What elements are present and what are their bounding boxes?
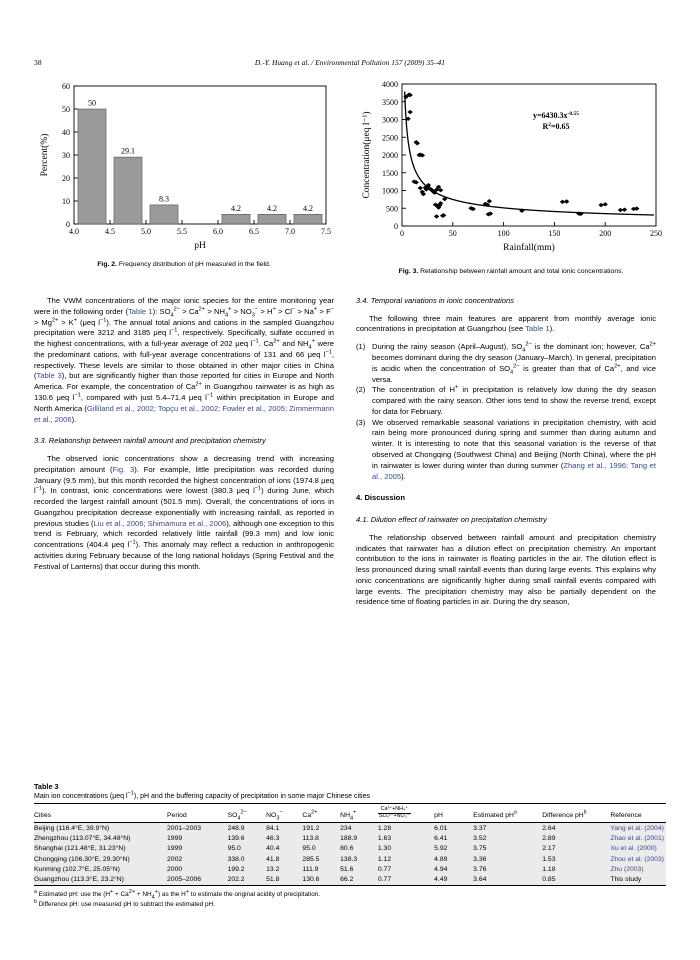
table-3-footnotes <box>34 890 666 909</box>
table-cell-so4: 95.0 <box>227 845 241 853</box>
text-run: in precipitation is relatively low during the dry season compared with the rainy season. Other ions tend to show the reverse trend, except for data for February. <box>372 385 656 416</box>
table-cell-ph: 6.01 <box>434 824 448 832</box>
table-header-reference: Reference <box>610 804 666 823</box>
table-cell-nh4: 51.6 <box>340 865 354 873</box>
right-text-column <box>356 296 656 608</box>
list-marker: (3) <box>356 417 366 427</box>
text-run: within precipitation in Europe and North America ( <box>34 393 334 413</box>
text-run: + NH <box>135 891 152 899</box>
text-run: ). For example, little precipitation was recorded during January (9.5 mm), but this month recorded the highest concentration of ions (1974.8 μeq l <box>34 464 334 496</box>
table-header-cities: Cities <box>34 804 167 823</box>
bar <box>258 214 286 224</box>
text-run: − <box>254 306 259 313</box>
text-run: ). <box>549 324 555 334</box>
table-cell-period: 2000 <box>167 865 183 873</box>
table-cell-ratio: 1.28 <box>377 824 392 832</box>
table-3-body <box>34 823 666 886</box>
figure-2-caption <box>34 260 334 269</box>
text-run: > H <box>258 306 273 316</box>
data-point <box>598 203 604 207</box>
text-run: > K <box>58 317 74 327</box>
text-run: and NH <box>279 339 309 349</box>
table-3-subtitle <box>34 790 666 800</box>
table-cell-period: 2005–2006 <box>167 874 228 886</box>
data-point <box>622 207 628 211</box>
table-cell-ph: 4.94 <box>434 865 448 873</box>
table-cell-estph: 3.76 <box>473 865 487 873</box>
x-tick-label: 6.0 <box>213 227 223 236</box>
fit-equation-exponent: -0.55 <box>567 111 580 117</box>
inline-citation[interactable]: Table 3 <box>36 371 62 381</box>
bar-value-label: 4.2 <box>267 203 277 213</box>
text-run: 2+ <box>273 338 280 345</box>
text-run: (μeq l <box>77 317 100 327</box>
text-run: + <box>454 384 459 391</box>
x-tick-label: 200 <box>599 229 612 238</box>
text-run: 4 <box>170 312 174 319</box>
text-run: 3 <box>251 312 255 319</box>
y-tick-label: 40 <box>62 128 70 137</box>
journal-citation: D.-Y. Huang et al. / Environmental Pollution 157 (2009) 35–41 <box>254 58 446 67</box>
text-run: 4 <box>522 347 526 354</box>
table-cell-estph: 3.36 <box>473 855 487 863</box>
table-cell-diffph: 2.64 <box>542 824 556 832</box>
text-run: to estimate the original acidity of precipitation. <box>189 891 321 899</box>
text-run: −1 <box>74 392 81 399</box>
table-row <box>34 823 666 834</box>
text-run: , respectively. Specifically, sulfate occurred in the highest concentrations, with a full-year average of 202 μeq l <box>34 328 335 349</box>
table-cell-reference[interactable]: Xu et al. (2000) <box>610 845 657 853</box>
data-point <box>434 214 440 218</box>
table-cell-reference[interactable]: Zhou et al. (2003) <box>610 855 664 863</box>
table-cell-ph: 5.92 <box>434 845 448 853</box>
text-run: The observed ionic concentrations show a decreasing trend with increasing precipitation amount ( <box>34 454 334 474</box>
text-run: is greater than that of Ca <box>519 363 615 373</box>
table-cell-no3: 13.2 <box>266 865 280 873</box>
bar-value-label: 4.2 <box>303 203 313 213</box>
table-cell-ratio: 1.63 <box>377 835 392 843</box>
text-run: −1 <box>206 392 214 399</box>
text-run: − <box>291 306 296 313</box>
text-run: −1 <box>99 317 107 324</box>
text-run: Main ion concentrations (μeq l <box>34 793 128 800</box>
list-item-text <box>372 418 656 481</box>
table-footnote: $^b$ Difference pH: use measured pH to subtract the estimated pH. <box>34 898 215 908</box>
table-cell-cities: Guangzhou (113.3°E, 23.2°N) <box>34 874 167 886</box>
table-cell-estph: 3.37 <box>473 824 487 832</box>
fig2-svg <box>34 74 334 256</box>
table-header-row <box>34 804 666 823</box>
text-run: + <box>228 306 232 313</box>
text-run: Estimated pH: use the (H <box>38 891 110 899</box>
text-run: ), although one exception to this trend is February, which recorded relatively little rainfall (99.3 mm) and low ionic concentrations (404.4 μeq l <box>34 518 334 550</box>
figure-2-label: Fig. 2. <box>97 261 117 268</box>
x-tick-label: 4.0 <box>69 227 79 236</box>
table-cell-no3: 46.3 <box>266 835 280 843</box>
inline-citation[interactable]: Liu et al., 2006; Shimamura et al., 2006 <box>93 518 227 528</box>
list-item-text <box>372 342 656 383</box>
y-tick-label: 50 <box>62 105 70 114</box>
fit-r2-label: $R^2=0.65$ <box>542 122 570 131</box>
table-header-ph: pH <box>434 804 473 823</box>
table-cell-estph: 3.75 <box>473 845 487 853</box>
y-tick-label: 0 <box>66 220 70 229</box>
bar <box>222 214 250 224</box>
table-header-ratio <box>378 804 434 823</box>
data-point <box>602 202 608 206</box>
text-run: > NH <box>205 306 225 316</box>
x-axis-title: pH <box>194 241 206 251</box>
text-run: + <box>313 306 318 313</box>
table-header-no3: $NO_3^-$ <box>266 804 302 823</box>
text-run: −1 <box>127 790 134 797</box>
text-run: − <box>330 306 334 313</box>
table-cell-diffph: 0.85 <box>542 874 610 886</box>
numbered-finding-item <box>356 385 656 417</box>
y-tick-label: 1500 <box>382 168 398 178</box>
table-cell-ratio: 1.12 <box>377 855 392 863</box>
table-cell-ratio: 0.77 <box>377 865 392 873</box>
text-run: > Na <box>295 306 314 316</box>
section-heading-4-1: 4.1. Dilution effect of rainwater on precipitation chemistry <box>356 515 547 525</box>
table-cell-reference[interactable]: Yang et al. (2004) <box>610 824 664 832</box>
fig3-svg <box>356 74 666 264</box>
table-footnote: $^a$ Estimated pH: use the $(H^+ + Ca^{2+} + NH_4^+)$ as the H+ to estimate the original acidity of precipitation. <box>34 889 321 901</box>
text-run: + <box>185 889 190 896</box>
table-cell-cities: Zhengzhou (113.07°E, 34.48°N) <box>34 835 131 843</box>
y-tick-label: 1000 <box>382 186 398 196</box>
y-tick-label: 3500 <box>382 97 398 107</box>
bar <box>114 157 142 224</box>
table-header-period: Period <box>167 804 228 823</box>
text-run: ). <box>401 471 406 481</box>
table-cell-reference[interactable]: Zhao et al. (2001) <box>610 835 664 843</box>
text-run: −1 <box>254 485 262 492</box>
y-tick-label: 30 <box>62 151 70 160</box>
text-run: 2+ <box>614 363 621 370</box>
text-run: 2+ <box>195 381 202 388</box>
text-run: 2+ <box>198 306 206 313</box>
text-run: The concentration of H <box>372 385 455 395</box>
text-run: + <box>154 889 159 896</box>
table-cell-nh4: 188.9 <box>340 835 358 843</box>
text-run: ). <box>71 414 77 424</box>
text-run: Difference pH: use measured pH to subtract the estimated pH. <box>38 900 215 908</box>
text-run: The VWM concentrations of the major ionic species for the entire monitoring year were in the following order ( <box>34 296 334 316</box>
table-cell-nh4: 80.6 <box>340 845 354 853</box>
text-run: ), but are significantly higher than those reported for cities in Europe and North America. For example, the concentration of Ca <box>34 371 334 392</box>
table-cell-period: 1999 <box>167 835 183 843</box>
y-tick-label: 2000 <box>382 151 398 160</box>
text-run: During the rainy season (April–August), SO <box>372 342 523 352</box>
x-tick-label: 50 <box>448 229 457 238</box>
text-run: We observed remarkable seasonal variations in precipitation chemistry, with acid rain being more pronounced during spring and summer than during autumn and winter. It is interesting to note that this seasonal variation is the reverse of that observed at Chongqing (Southwest China) and Beijing (North China), where the pH in rainwater is lower during winter than during summer ( <box>372 417 656 470</box>
table-cell-period: 2002 <box>167 855 183 863</box>
x-tick-label: 150 <box>548 229 561 238</box>
table-cell-ca: 111.9 <box>302 865 319 873</box>
fit-curve <box>405 91 654 215</box>
table-cell-period: 2001–2003 <box>167 824 202 832</box>
text-run: becomes dominant during the dry season (January–March). In general, precipitation is acidic when the concentration of SO <box>372 352 656 373</box>
fit-equation-label: $y=6430.3x^{-0.55}$ <box>532 111 580 120</box>
table-cell-ca: 113.8 <box>302 835 319 843</box>
table-cell-estph: 3.52 <box>473 835 487 843</box>
figure-3-caption-text: Relationship between rainfall amount and total ionic concentrations. <box>420 268 624 275</box>
table-header-nh4: $NH_4^+$ <box>340 804 378 823</box>
x-tick-label: 7.5 <box>321 227 331 236</box>
table-cell-no3: 84.1 <box>266 824 280 832</box>
table-cell-reference: This study <box>610 874 666 886</box>
figure-3-caption <box>356 267 666 276</box>
text-run: > Ca <box>180 306 199 316</box>
bar <box>294 214 322 224</box>
y-tick-label: 2500 <box>382 133 398 143</box>
text-run: 4 <box>510 369 514 376</box>
table-row <box>34 854 666 864</box>
list-marker: (1) <box>356 342 366 352</box>
text-run: is the dominant ion; however, Ca <box>531 342 650 352</box>
text-run: , compared with just 5.4–71.4 μeq l <box>80 393 207 403</box>
data-point <box>564 199 570 203</box>
numbered-finding-item <box>356 418 656 483</box>
table-cell-ph: 4.49 <box>434 874 473 886</box>
text-run: ) during June, which recorded the largest rainfall amount (501.5 mm). Overall, the concentrations of ions in Guangzhou precipitation decrease exponentially with increasing rainfall, as reported in previous studies ( <box>34 486 334 528</box>
figure-3-scatter-chart <box>356 74 666 264</box>
table-cell-ca: 285.5 <box>302 855 320 863</box>
table-cell-no3: 41.8 <box>266 855 280 863</box>
text-run: + <box>109 889 114 896</box>
y-axis-title: Percent(%) <box>40 133 50 177</box>
text-run: −1 <box>252 338 259 345</box>
text-run: The relationship observed between rainfall amount and precipitation chemistry indicates that rainwater has a dilution effect on precipitation chemistry. An important contribution to the ions in rainwater is floating particles in the air. The dilution effect is less pronounced during small rainfall events than during large events. This explains why ionic concentrations are significantly higher during small rainfall events compared with large events. The precipitation chemistry may also be partially dependent on the residence time of floating particles in air. During the dry season, <box>356 532 656 607</box>
text-run: . Ca <box>258 339 274 349</box>
paragraph-3-4 <box>356 314 656 336</box>
table-row <box>34 834 666 844</box>
inline-citation[interactable]: Gilliland et al., 2002; Topçu et al., 2002; Fowler et al., 2005; Zimmermann et al., 2006 <box>34 403 334 424</box>
x-tick-label: 4.5 <box>105 227 115 236</box>
x-tick-label: 0 <box>400 229 404 238</box>
running-head <box>34 58 666 70</box>
inline-citation[interactable]: Table 1 <box>525 324 550 334</box>
inline-citation[interactable]: Zhang et al., 1996; Tang et al., 2005 <box>372 460 657 481</box>
table-header-estph: Estimated pH$^a$ <box>473 804 542 823</box>
table-cell-ca: 191.2 <box>302 824 320 832</box>
table-header-ca: $Ca^{2+}$ <box>302 804 340 823</box>
y-tick-label: 0 <box>394 222 398 231</box>
paragraph-vwm <box>34 296 334 425</box>
text-run: ), pH and the buffering capacity of precipitation in some major Chinese cities <box>133 793 370 800</box>
bar <box>78 109 106 224</box>
table-cell-no3: 51.8 <box>266 874 302 886</box>
text-run: 2+ <box>128 889 136 896</box>
table-cell-diffph: 2.89 <box>542 835 556 843</box>
table-cell-cities: Shanghai (121.48°E, 31.23°N) <box>34 845 126 853</box>
numbered-findings-list <box>356 342 656 482</box>
list-marker: (2) <box>356 385 366 395</box>
data-point <box>418 186 424 190</box>
table-cell-estph: 3.64 <box>473 874 542 886</box>
text-run: 2− <box>525 341 532 348</box>
text-run: ). This anomaly may reflect a reduction in anthropogenic activities during February because of the long national holidays (Spring Festival and the Festival of Lanterns) that occur during this month. <box>34 540 334 571</box>
data-point <box>407 110 413 114</box>
text-run: > Mg <box>34 317 52 327</box>
section-heading-4: 4. Discussion <box>356 493 405 503</box>
page-number: 38 <box>34 58 42 67</box>
table-header-diffph: Difference pH$^b$ <box>542 804 610 823</box>
table-cell-so4: 139.6 <box>227 835 245 843</box>
numbered-finding-item <box>356 342 656 385</box>
y-tick-label: 500 <box>386 204 398 214</box>
text-run: > NO <box>231 306 252 316</box>
left-text-column <box>34 296 334 573</box>
text-run: 4 <box>224 312 229 319</box>
text-run: + <box>73 317 77 324</box>
table-header-so4: $SO_4^{2-}$ <box>228 804 267 823</box>
bar-value-label: 4.2 <box>231 203 241 213</box>
table-cell-ratio: 1.30 <box>377 845 392 853</box>
text-run: > Cl <box>275 306 292 316</box>
table-cell-so4: 248.9 <box>227 824 245 832</box>
plot-frame <box>74 86 326 224</box>
table-cell-ratio: 0.77 <box>378 874 434 886</box>
text-run: + <box>311 338 315 345</box>
table-cell-diffph: 1.53 <box>542 855 556 863</box>
fit-r2-exponent: 2 <box>548 122 551 128</box>
y-tick-label: 3000 <box>382 115 398 125</box>
text-run: ): SO <box>152 306 171 316</box>
text-run: , and vice versa. <box>372 363 656 384</box>
list-item-text <box>372 385 656 416</box>
text-run: + Ca <box>113 891 129 899</box>
table-row <box>34 844 666 854</box>
text-run: 4 <box>151 894 155 901</box>
text-run: 2+ <box>51 317 59 324</box>
text-run: in Guangzhou rainwater is as high as 130.6 μeq l <box>34 382 335 403</box>
y-axis-title: Concentration(μeq l⁻¹) <box>362 111 372 199</box>
table-cell-ph: 4.89 <box>434 855 448 863</box>
text-run: were the predominant cations, with full-year average concentrations of 131 and 66 μeq l <box>34 339 334 359</box>
table-cell-diffph: 2.17 <box>542 845 556 853</box>
text-run: ) as the H <box>158 891 186 899</box>
table-row <box>34 864 666 874</box>
text-run: 2− <box>513 363 520 370</box>
table-cell-so4: 338.0 <box>227 855 245 863</box>
table-cell-cities: Chongqing (106.30°E, 29.30°N) <box>34 855 130 863</box>
y-tick-label: 10 <box>62 197 70 206</box>
table-cell-period: 1999 <box>167 845 183 853</box>
y-tick-label: 4000 <box>382 80 398 89</box>
table-cell-so4: 202.2 <box>228 874 267 886</box>
section-heading-3-4: 3.4. Temporal variations in ionic concentrations <box>356 296 515 305</box>
table-3 <box>34 803 666 886</box>
text-run: ). In contrast, ionic concentrations were lowest (380.3 μeq l <box>42 486 255 496</box>
text-run: −1 <box>171 327 178 334</box>
figure-3-label: Fig. 3. <box>398 268 419 275</box>
table-cell-ph: 6.41 <box>434 835 448 843</box>
bar-value-label: 50 <box>88 98 96 108</box>
x-tick-label: 100 <box>497 229 510 238</box>
text-run: ). The annual total anions and cations in the sampled Guangzhou precipitation were 3212 and 3185 μeq l <box>34 317 334 338</box>
table-3-head <box>34 804 666 823</box>
table-cell-cities: Beijing (116.4°E, 39.9°N) <box>34 824 110 832</box>
table-cell-so4: 199.2 <box>227 865 245 873</box>
text-run: −1 <box>325 349 332 356</box>
figure-2-bar-chart <box>34 74 334 256</box>
table-cell-ca: 130.6 <box>302 874 340 886</box>
x-axis-title: Rainfall(mm) <box>503 243 555 253</box>
x-tick-label: 5.5 <box>177 227 187 236</box>
table-3-block <box>34 782 666 910</box>
paragraph-4-1 <box>356 533 656 608</box>
table-cell-ca: 95.0 <box>302 845 316 853</box>
text-run: 2− <box>173 306 181 313</box>
text-run: −1 <box>129 539 136 546</box>
section-heading-3-3: 3.3. Relationship between rainfall amount and precipitation chemistry <box>34 436 266 446</box>
bar <box>150 205 178 224</box>
text-run: , respectively. These levels are similar to those obtained in other major cities in China ( <box>34 349 334 381</box>
x-tick-label: 5.0 <box>141 227 151 236</box>
text-run: −1 <box>35 485 43 492</box>
text-run: + <box>272 306 276 313</box>
text-run: 2+ <box>649 341 656 348</box>
x-tick-label: 7.0 <box>285 227 295 236</box>
text-run: 4 <box>308 344 312 351</box>
y-tick-label: 60 <box>62 82 70 91</box>
fit-r2-value: =0.65 <box>550 122 570 131</box>
bar-value-label: 8.3 <box>159 194 169 204</box>
table-cell-nh4: 138.3 <box>340 855 358 863</box>
text-run: > F <box>317 306 331 316</box>
table-3-title: Table 3 <box>34 782 59 791</box>
table-cell-nh4: 234 <box>340 824 352 832</box>
x-tick-label: 6.5 <box>249 227 259 236</box>
table-cell-diffph: 1.18 <box>542 865 556 873</box>
table-cell-no3: 40.4 <box>266 845 280 853</box>
table-row <box>34 874 666 886</box>
bar-value-label: 29.1 <box>121 146 135 156</box>
paragraph-3-3 <box>34 454 334 573</box>
y-tick-label: 20 <box>62 174 70 183</box>
table-cell-nh4: 66.2 <box>340 874 378 886</box>
x-tick-label: 250 <box>650 229 662 238</box>
figure-2-caption-text: Frequency distribution of pH measured in the field. <box>118 261 271 268</box>
inline-citation[interactable]: Table 1 <box>127 306 153 316</box>
ratio-fraction: $\frac{\text{Ca²⁺+NH₄⁺}}{\text{SO₄²⁻+NO₃⁻}}$ <box>378 806 410 819</box>
text-run: The following three main features are apparent from monthly average ionic concentrations in precipitation at Guangzhou (see <box>356 313 656 334</box>
inline-citation[interactable]: Fig. 3 <box>112 464 135 474</box>
table-cell-reference[interactable]: Zhu (2003) <box>610 865 644 873</box>
table-cell-cities: Kunming (102.7°E, 25.05°N) <box>34 865 120 873</box>
